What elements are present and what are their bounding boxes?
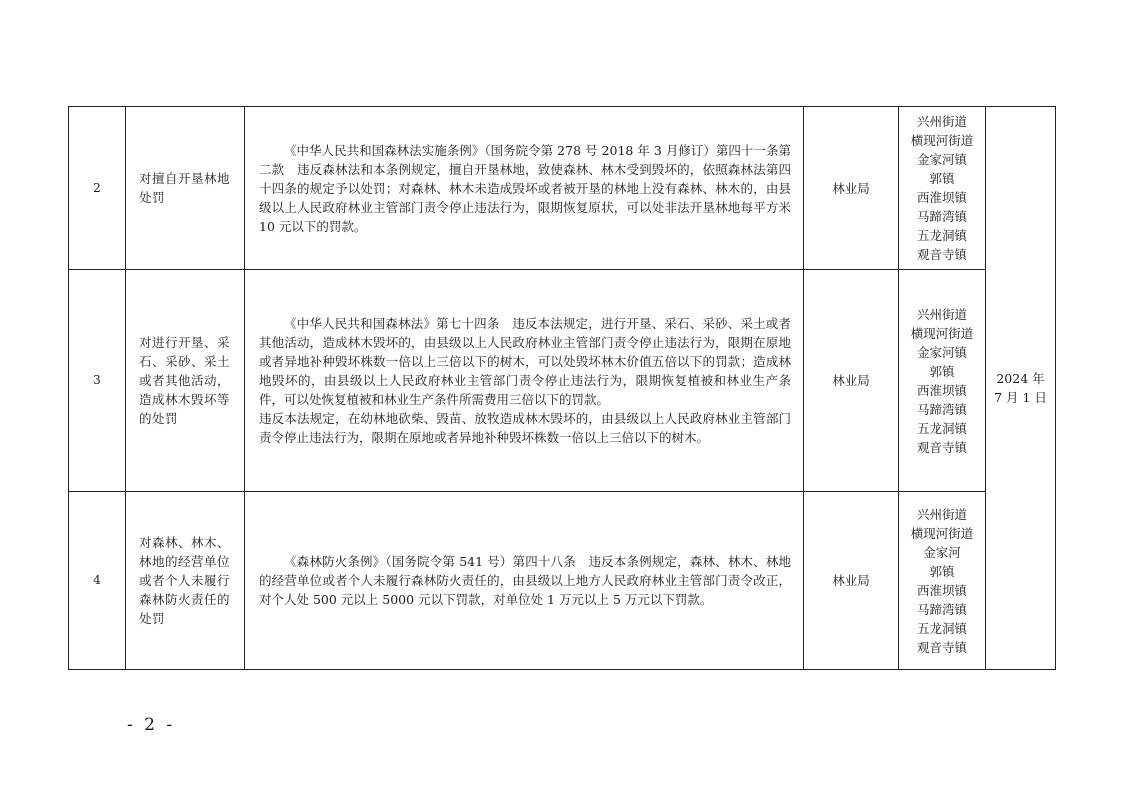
- row-number: 4: [69, 492, 126, 670]
- areas-cell: [899, 107, 986, 270]
- area-name: 兴州街道: [916, 506, 967, 522]
- penalty-item: 对擅自开垦林地处罚: [126, 107, 245, 270]
- effective-date-year: 2024 年: [996, 371, 1045, 386]
- area-name: 金家河: [923, 544, 961, 560]
- department: 林业局: [804, 270, 899, 492]
- area-name: 横现河街道: [910, 525, 974, 541]
- department: 林业局: [804, 492, 899, 670]
- row-number: 3: [69, 270, 126, 492]
- effective-date-day: 7 月 1 日: [994, 390, 1047, 405]
- area-name: 观音寺镇: [916, 439, 967, 455]
- row-number: 2: [69, 107, 126, 270]
- area-name: 观音寺镇: [916, 247, 967, 262]
- area-name: 马蹄湾镇: [916, 401, 967, 417]
- legal-basis-paragraph: 《森林防火条例》（国务院令第 541 号）第四十八条 违反本条例规定，森林、林木、林地的经营单位或者个人未履行森林防火责任的，由县级以上地方人民政府林业主管部门责令改正，对个人处 500 元以上 5000 元以下罚款，对单位处 1 万元以上 5 万元以下罚款。: [259, 554, 791, 607]
- area-name: 郭镇: [929, 363, 955, 379]
- area-name: 马蹄湾镇: [916, 209, 967, 224]
- area-name: 郭镇: [929, 171, 955, 186]
- area-name: 马蹄湾镇: [916, 601, 967, 617]
- legal-basis: [245, 107, 804, 270]
- legal-basis-paragraph: 违反本法规定，在幼林地砍柴、毁苗、放牧造成林木毁坏的，由县级以上人民政府林业主管部门责令停止违法行为，限期在原地或者异地补种毁坏株数一倍以上三倍以下的树木。: [259, 411, 791, 445]
- penalty-item: 对进行开垦、采石、采砂、采土或者其他活动，造成林木毁坏等的处罚: [126, 270, 245, 492]
- area-name: 五龙洞镇: [916, 228, 967, 243]
- legal-basis: [245, 492, 804, 670]
- area-name: 观音寺镇: [916, 639, 967, 655]
- area-name: 横现河街道: [910, 133, 974, 148]
- areas-cell: [899, 270, 986, 492]
- table-row: [69, 270, 1056, 492]
- department: 林业局: [804, 107, 899, 270]
- areas-cell: [899, 492, 986, 670]
- area-name: 兴州街道: [916, 114, 967, 129]
- area-name: 五龙洞镇: [916, 620, 967, 636]
- area-name: 西淮坝镇: [916, 190, 967, 205]
- area-name: 五龙洞镇: [916, 420, 967, 436]
- effective-date: [986, 107, 1056, 670]
- area-name: 西淮坝镇: [916, 382, 967, 398]
- legal-basis-paragraph: 《中华人民共和国森林法》第七十四条 违反本法规定，进行开垦、采石、采砂、采土或者其他活动，造成林木毁坏的，由县级以上人民政府林业主管部门责令停止违法行为，限期在原地或者异地补种毁坏株数一倍以上三倍以下的树木，可以处毁坏林木价值五倍以下的罚款；造成林地毁坏的，由县级以上人民政府林业主管部门责令停止违法行为，限期恢复植被和林业生产条件，可以处恢复植被和林业生产条件所需费用三倍以下的罚款。: [259, 316, 791, 407]
- table-row: [69, 492, 1056, 670]
- area-name: 金家河镇: [916, 152, 967, 167]
- area-name: 郭镇: [929, 563, 955, 579]
- penalty-table: [68, 106, 1056, 670]
- penalty-item: 对森林、林木、林地的经营单位或者个人未履行森林防火责任的处罚: [126, 492, 245, 670]
- area-name: 金家河镇: [916, 344, 967, 360]
- area-name: 兴州街道: [916, 306, 967, 322]
- area-name: 西淮坝镇: [916, 582, 967, 598]
- page-number: - 2 -: [127, 715, 176, 735]
- area-name: 横现河街道: [910, 325, 974, 341]
- table-row: [69, 107, 1056, 270]
- legal-basis-paragraph: 《中华人民共和国森林法实施条例》（国务院令第 278 号 2018 年 3 月修订）第四十一条第二款 违反森林法和本条例规定，擅自开垦林地，致使森林、林木受到毁坏的，依照森林法第四十四条的规定予以处罚；对森林、林木未造成毁坏或者被开垦的林地上没有森林、林木的，由县级以上人民政府林业主管部门责令停止违法行为，限期恢复原状，可以处非法开垦林地每平方米 10 元以下的罚款。: [259, 142, 791, 234]
- legal-basis: [245, 270, 804, 492]
